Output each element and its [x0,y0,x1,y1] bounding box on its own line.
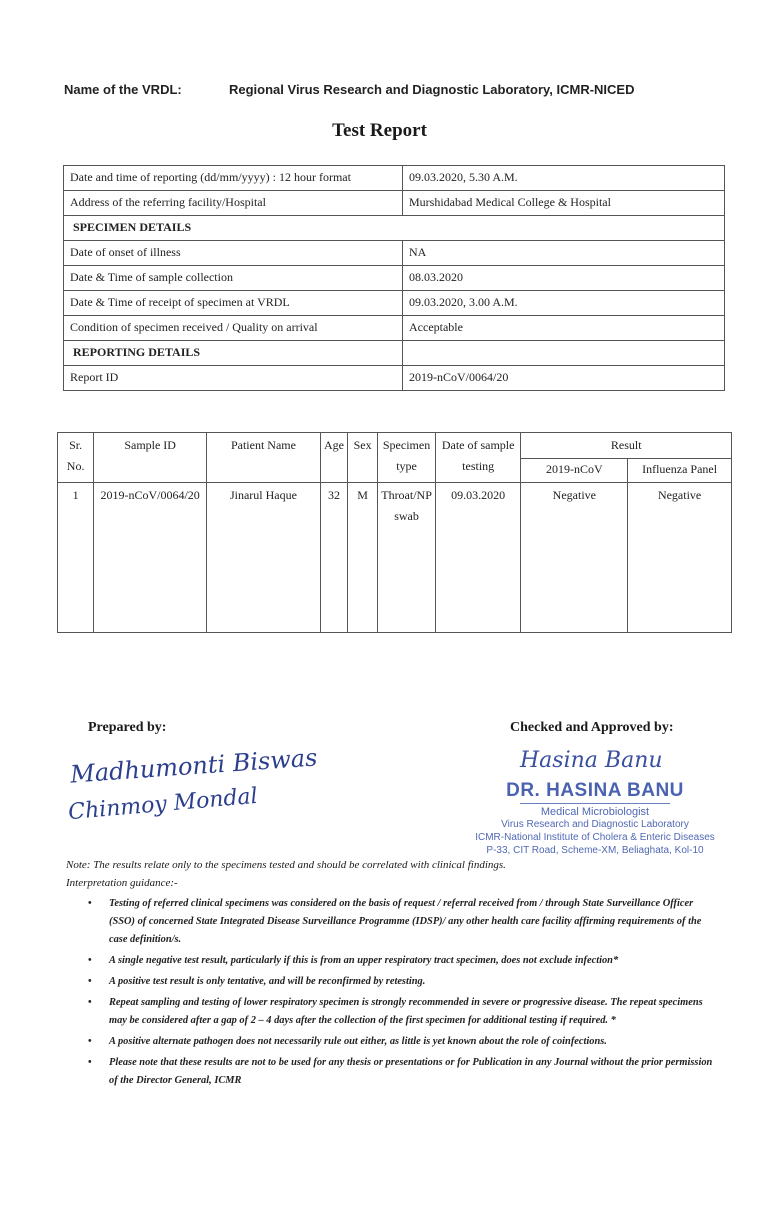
prepared-by-label: Prepared by: [88,720,167,735]
empty-cell [403,341,725,366]
details-row [64,191,725,216]
onset-label: Date of onset of illness [64,241,403,266]
guidance-text: A positive alternate pathogen does not necessarily rule out either, as little is yet known about the role of coinfections. [109,1036,607,1047]
header-sex: Sex [348,433,378,483]
signature-preparer-1: Madhumonti Biswas [69,743,319,789]
guidance-text: Repeat sampling and testing of lower respiratory specimen is strongly recommended in severe or progressive disease. The repeat specimens may be considered after a gap of 2 – 4 days after the collection of the first specimen for additional testing if required. * [109,997,703,1026]
vrdl-line [64,82,724,97]
stamp-line-3: P-33, CIT Road, Scheme-XM, Beliaghata, Kol-10 [486,845,704,856]
list-item [88,952,718,970]
cell-patient-name: Jinarul Haque [207,483,321,633]
reporting-datetime-label: Date and time of reporting (dd/mm/yyyy) : 12 hour format [64,166,403,191]
header-age: Age [320,433,347,483]
receipt-value: 09.03.2020, 3.00 A.M. [403,291,725,316]
reporting-datetime-value: 09.03.2020, 5.30 A.M. [403,166,725,191]
onset-value: NA [403,241,725,266]
list-item [88,973,718,991]
header-ncov: 2019-nCoV [521,459,628,483]
stamp-line-1: Virus Research and Diagnostic Laboratory [501,819,689,830]
details-row [64,291,725,316]
bullet-icon: • [88,1057,92,1068]
header-specimen-type: Specimen type [378,433,436,483]
header-result: Result [521,433,732,459]
details-row [64,241,725,266]
header-sample-id: Sample ID [94,433,207,483]
results-note: Note: The results relate only to the specimens tested and should be correlated with clinical findings. [66,859,506,871]
collection-label: Date & Time of sample collection [64,266,403,291]
interpretation-label: Interpretation guidance:- [66,877,178,889]
header-date-of-testing: Date of sample testing [435,433,521,483]
bullet-icon: • [88,997,92,1008]
guidance-text: A single negative test result, particularly if this is from an upper respiratory tract specimen, does not exclude infection* [109,955,619,966]
details-row [64,341,725,366]
list-item [88,1054,718,1090]
list-item [88,994,718,1030]
guidance-text: Please note that these results are not to be used for any thesis or presentations or for Publication in any Journal without the prior permission of the Director General, ICMR [109,1057,713,1086]
cell-influenza-result: Negative [628,483,732,633]
vrdl-label: Name of the VRDL: [64,82,182,97]
cell-specimen-type: Throat/NP swab [378,483,436,633]
guidance-text: Testing of referred clinical specimens was considered on the basis of request / referral received from / through State Surveillance Officer (SSO) of concerned State Integrated Disease Surveillance Programme (IDSP)/ any other health care facility affirming requirements of the case definition/s. [109,898,702,945]
receipt-label: Date & Time of receipt of specimen at VRDL [64,291,403,316]
page-title: Test Report [332,120,427,141]
stamp-divider [520,803,670,804]
cell-sample-id: 2019-nCoV/0064/20 [94,483,207,633]
collection-value: 08.03.2020 [403,266,725,291]
report-id-value: 2019-nCoV/0064/20 [403,366,725,391]
stamp-line-2: ICMR-National Institute of Cholera & Enteric Diseases [475,832,715,843]
report-id-label: Report ID [64,366,403,391]
signature-approver: Hasina Banu [520,748,663,773]
cell-age: 32 [320,483,347,633]
table-row [58,483,732,633]
bullet-icon: • [88,1036,92,1047]
specimen-section-heading: SPECIMEN DETAILS [64,216,725,241]
stamp-name: DR. HASINA BANU [506,780,684,801]
signature-preparer-2: Chinmoy Mondal [67,783,259,826]
address-label: Address of the referring facility/Hospital [64,191,403,216]
guidance-list [88,895,718,1093]
address-value: Murshidabad Medical College & Hospital [403,191,725,216]
header-sr-no: Sr. No. [58,433,94,483]
cell-sr-no: 1 [58,483,94,633]
bullet-icon: • [88,955,92,966]
results-header-row [58,433,732,459]
details-row [64,266,725,291]
details-row [64,216,725,241]
details-row [64,366,725,391]
guidance-text: A positive test result is only tentative, and will be reconfirmed by retesting. [109,976,426,987]
condition-label: Condition of specimen received / Quality on arrival [64,316,403,341]
list-item [88,895,718,949]
results-table [57,432,732,633]
bullet-icon: • [88,898,92,909]
details-row [64,166,725,191]
details-row [64,316,725,341]
cell-ncov-result: Negative [521,483,628,633]
cell-sex: M [348,483,378,633]
reporting-section-heading: REPORTING DETAILS [64,341,403,366]
stamp-title: Medical Microbiologist [540,806,650,818]
vrdl-name: Regional Virus Research and Diagnostic Laboratory, ICMR-NICED [229,82,635,97]
cell-date-of-testing: 09.03.2020 [435,483,521,633]
header-influenza: Influenza Panel [628,459,732,483]
checked-by-label: Checked and Approved by: [510,720,674,735]
condition-value: Acceptable [403,316,725,341]
official-stamp [470,780,720,857]
details-table [63,165,725,391]
list-item [88,1033,718,1051]
bullet-icon: • [88,976,92,987]
header-patient-name: Patient Name [207,433,321,483]
